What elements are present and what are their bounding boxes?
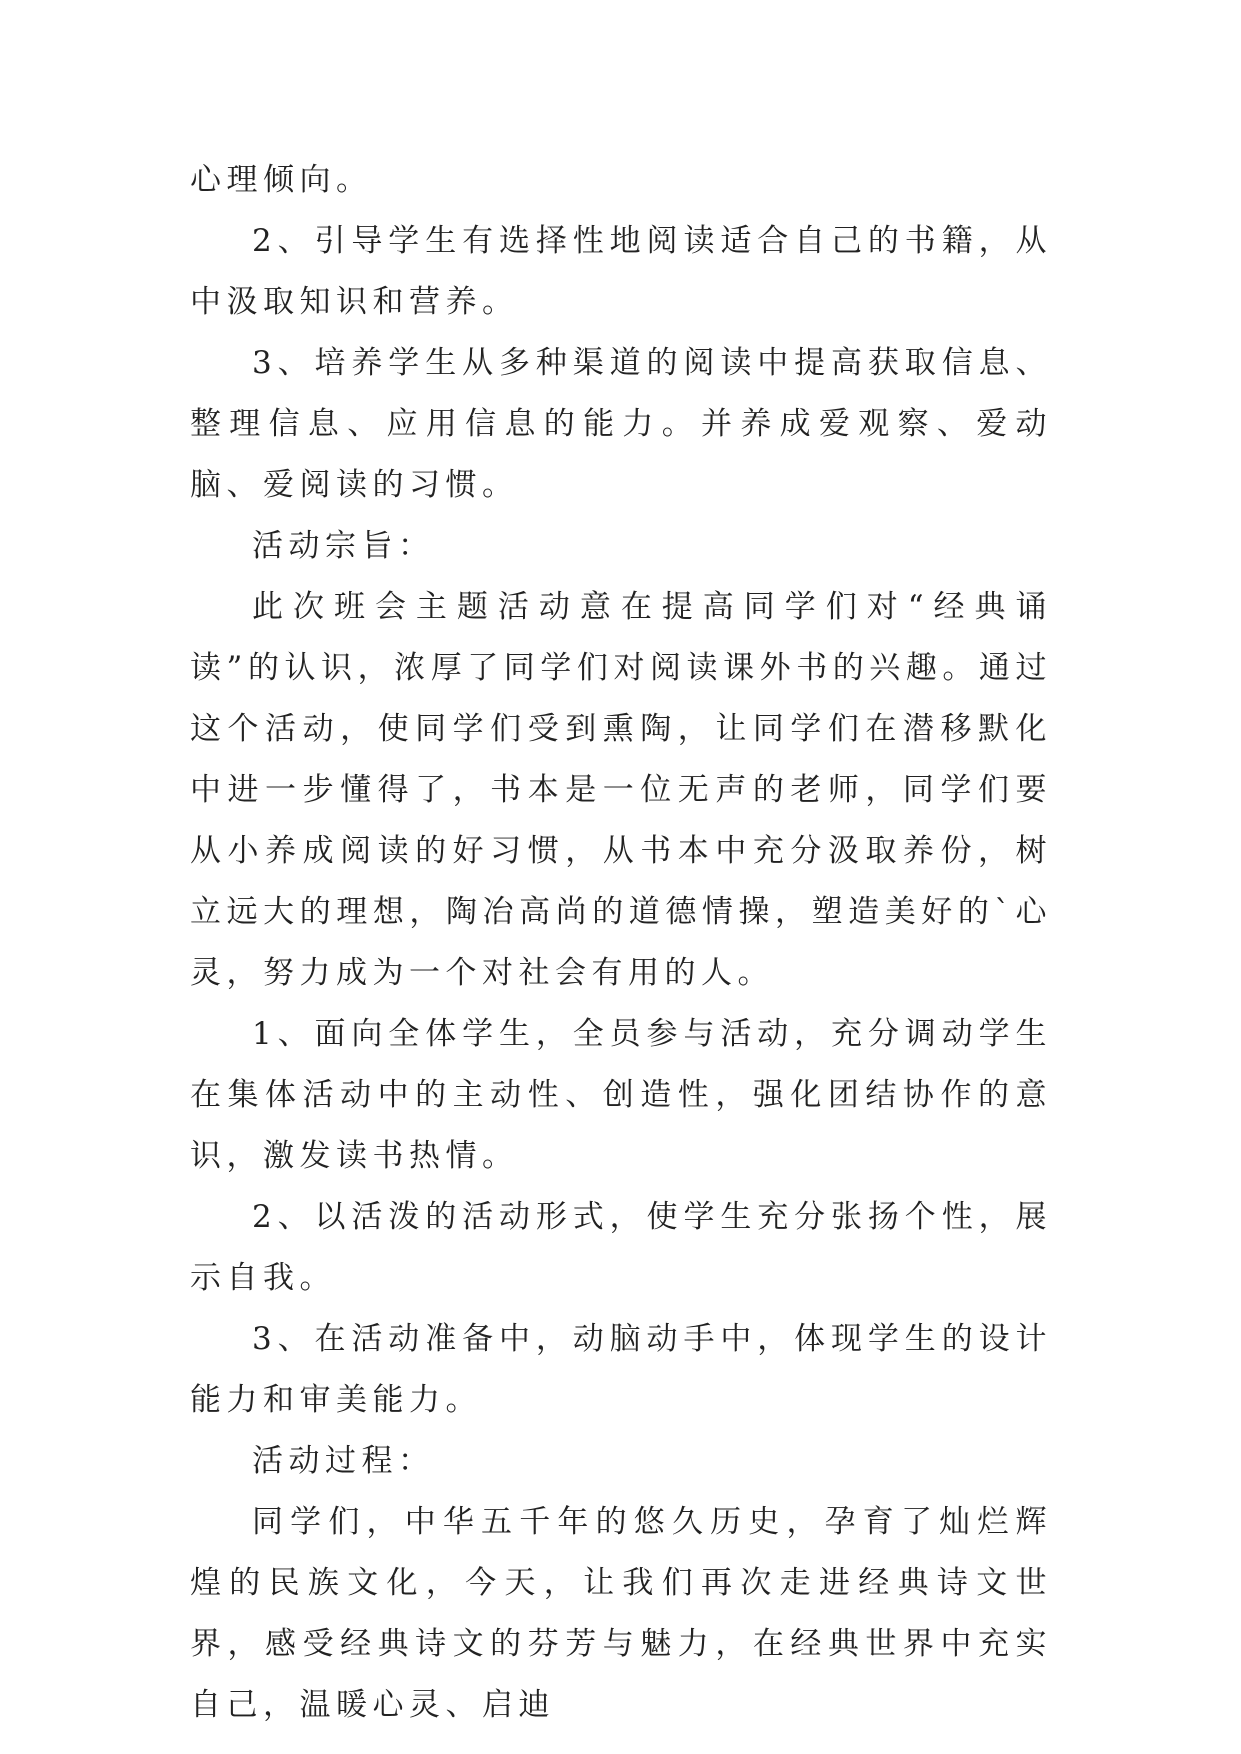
paragraph-principle-2: 2、以活泼的活动形式，使学生充分张扬个性，展示自我。 <box>190 1199 1052 1296</box>
paragraph-goal-2: 2、引导学生有选择性地阅读适合自己的书籍，从中汲取知识和营养。 <box>190 223 1052 320</box>
paragraph-purpose: 此次班会主题活动意在提高同学们对“经典诵读”的认识，浓厚了同学们对阅读课外书的兴趣。通过这个活动，使同学们受到熏陶，让同学们在潜移默化中进一步懂得了，书本是一位无声的老师，同学们要从小养成阅读的好习惯，从书本中充分汲取养份，树立远大的理想，陶冶高尚的道德情操，塑造美好的`心灵，努力成为一个对社会有用的人。 <box>190 589 1052 991</box>
paragraph-goal-3: 3、培养学生从多种渠道的阅读中提高获取信息、整理信息、应用信息的能力。并养成爱观察、爱动脑、爱阅读的习惯。 <box>190 345 1052 503</box>
paragraph-process-intro: 同学们，中华五千年的悠久历史，孕育了灿烂辉煌的民族文化，今天，让我们再次走进经典诗文世界，感受经典诗文的芬芳与魅力，在经典世界中充实自己，温暖心灵、启迪 <box>190 1504 1052 1723</box>
paragraph-principle-1: 1、面向全体学生，全员参与活动，充分调动学生在集体活动中的主动性、创造性，强化团结协作的意识，激发读书热情。 <box>190 1016 1052 1174</box>
paragraph-continuation: 心理倾向。 <box>190 162 373 198</box>
section-heading-process: 活动过程： <box>252 1443 435 1479</box>
section-heading-purpose: 活动宗旨： <box>252 528 435 564</box>
paragraph-principle-3: 3、在活动准备中，动脑动手中，体现学生的设计能力和审美能力。 <box>190 1321 1052 1418</box>
document-body <box>190 150 1052 1736</box>
